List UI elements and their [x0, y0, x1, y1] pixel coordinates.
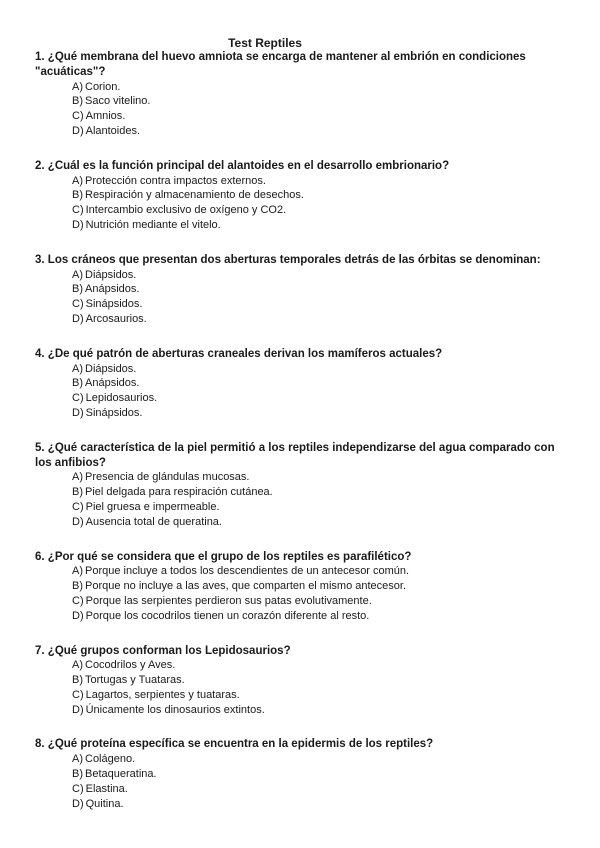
option-text: Sinápsidos. — [85, 406, 143, 419]
answer-option — [72, 362, 560, 377]
option-letter: C) — [72, 110, 84, 123]
option-text: Porque no incluye a las aves, que comparten el mismo antecesor. — [85, 580, 407, 593]
option-letter: C) — [72, 594, 84, 607]
option-letter: A) — [72, 174, 83, 187]
option-text: Porque las serpientes perdieron sus patas evolutivamente. — [85, 594, 372, 607]
option-text: Anápsidos. — [85, 283, 140, 296]
question-prompt: ¿Qué grupos conforman los Lepidosaurios? — [47, 644, 291, 657]
option-letter: B) — [72, 377, 83, 390]
question-prompt: ¿Por qué se considera que el grupo de los reptiles es parafilético? — [47, 550, 412, 563]
answer-option — [72, 203, 560, 218]
answer-option — [72, 297, 560, 312]
option-text: Anápsidos. — [85, 377, 140, 390]
question-text — [35, 347, 560, 362]
answer-options — [35, 564, 560, 623]
question-number: 2. — [35, 159, 45, 172]
answer-option — [72, 688, 560, 703]
question-number: 4. — [35, 347, 45, 360]
question-block — [35, 50, 560, 139]
answer-options — [35, 268, 560, 327]
answer-option — [72, 579, 560, 594]
answer-option — [72, 282, 560, 297]
answer-option — [72, 797, 560, 812]
answer-option — [72, 594, 560, 609]
question-list — [35, 50, 560, 831]
question-number: 8. — [35, 738, 45, 751]
question-block — [35, 441, 560, 530]
option-text: Colágeno. — [85, 753, 136, 766]
answer-option — [72, 312, 560, 327]
answer-option — [72, 470, 560, 485]
answer-option — [72, 109, 560, 124]
question-number: 3. — [35, 253, 45, 266]
answer-option — [72, 485, 560, 500]
answer-options — [35, 470, 560, 529]
question-prompt: ¿Cuál es la función principal del alantoides en el desarrollo embrionario? — [47, 159, 450, 172]
answer-options — [35, 658, 560, 717]
answer-option — [72, 174, 560, 189]
option-text: Quitina. — [85, 797, 124, 810]
option-text: Presencia de glándulas mucosas. — [85, 471, 250, 484]
option-text: Cocodrilos y Aves. — [85, 659, 176, 672]
option-letter: C) — [72, 782, 84, 795]
option-letter: B) — [72, 189, 83, 202]
option-letter: D) — [72, 609, 84, 622]
option-letter: B) — [72, 580, 83, 593]
option-text: Diápsidos. — [85, 362, 137, 375]
question-number: 6. — [35, 550, 45, 563]
answer-option — [72, 673, 560, 688]
answer-option — [72, 376, 560, 391]
option-letter: A) — [72, 659, 83, 672]
question-block — [35, 347, 560, 421]
option-text: Diápsidos. — [85, 268, 137, 281]
option-letter: B) — [72, 95, 83, 108]
option-letter: D) — [72, 797, 84, 810]
question-text — [35, 159, 560, 174]
answer-option — [72, 94, 560, 109]
question-text — [35, 441, 560, 471]
option-text: Lepidosaurios. — [85, 392, 158, 405]
question-block — [35, 550, 560, 624]
option-letter: B) — [72, 674, 83, 687]
question-number: 7. — [35, 644, 45, 657]
option-letter: A) — [72, 471, 83, 484]
question-prompt: ¿Qué proteína específica se encuentra en la epidermis de los reptiles? — [47, 738, 434, 751]
option-text: Únicamente los dinosaurios extintos. — [85, 703, 265, 716]
option-letter: B) — [72, 768, 83, 781]
option-letter: C) — [72, 204, 84, 217]
answer-option — [72, 609, 560, 624]
question-text — [35, 50, 560, 80]
option-letter: D) — [72, 312, 84, 325]
answer-option — [72, 188, 560, 203]
answer-option — [72, 515, 560, 530]
answer-option — [72, 268, 560, 283]
option-letter: B) — [72, 283, 83, 296]
answer-option — [72, 406, 560, 421]
option-letter: A) — [72, 362, 83, 375]
question-text — [35, 550, 560, 565]
option-text: Saco vitelino. — [85, 95, 151, 108]
option-text: Sinápsidos. — [85, 298, 143, 311]
answer-options — [35, 174, 560, 233]
option-text: Respiración y almacenamiento de desechos. — [85, 189, 304, 202]
option-text: Porque los cocodrilos tienen un corazón diferente al resto. — [85, 609, 370, 622]
question-text — [35, 644, 560, 659]
question-text — [35, 253, 560, 268]
option-letter: C) — [72, 688, 84, 701]
answer-option — [72, 391, 560, 406]
question-block — [35, 253, 560, 327]
answer-option — [72, 658, 560, 673]
answer-option — [72, 124, 560, 139]
question-text — [35, 737, 560, 752]
option-letter: A) — [72, 80, 83, 93]
question-number: 1. — [35, 51, 45, 63]
answer-option — [72, 564, 560, 579]
option-text: Betaqueratina. — [85, 768, 157, 781]
question-block — [35, 159, 560, 233]
option-text: Lagartos, serpientes y tuataras. — [85, 688, 240, 701]
answer-option — [72, 782, 560, 797]
option-letter: C) — [72, 298, 84, 311]
option-letter: C) — [72, 500, 84, 513]
question-number: 5. — [35, 441, 45, 454]
option-letter: D) — [72, 406, 84, 419]
answer-option — [72, 752, 560, 767]
option-text: Protección contra impactos externos. — [85, 174, 266, 187]
answer-options — [35, 80, 560, 139]
question-prompt: ¿Qué característica de la piel permitió a los reptiles independizarse del agua comparado con los anfibios? — [35, 441, 555, 469]
option-letter: C) — [72, 392, 84, 405]
option-letter: D) — [72, 703, 84, 716]
option-text: Porque incluye a todos los descendientes de un antecesor común. — [85, 565, 410, 578]
option-text: Ausencia total de queratina. — [85, 515, 222, 528]
answer-options — [35, 752, 560, 811]
option-letter: D) — [72, 218, 84, 231]
answer-option — [72, 500, 560, 515]
question-prompt: ¿De qué patrón de aberturas craneales derivan los mamíferos actuales? — [47, 347, 443, 360]
option-text: Amnios. — [85, 110, 126, 123]
question-prompt: Los cráneos que presentan dos aberturas temporales detrás de las órbitas se denominan: — [47, 253, 541, 266]
answer-option — [72, 767, 560, 782]
option-letter: A) — [72, 753, 83, 766]
option-letter: A) — [72, 565, 83, 578]
option-letter: A) — [72, 268, 83, 281]
answer-options — [35, 362, 560, 421]
option-text: Piel delgada para respiración cutánea. — [85, 486, 273, 499]
option-text: Arcosaurios. — [85, 312, 147, 325]
option-text: Tortugas y Tuataras. — [85, 674, 185, 687]
option-text: Piel gruesa e impermeable. — [85, 500, 220, 513]
answer-option — [72, 218, 560, 233]
option-text: Corion. — [85, 80, 121, 93]
option-letter: B) — [72, 486, 83, 499]
answer-option — [72, 703, 560, 718]
option-letter: D) — [72, 124, 84, 137]
option-text: Intercambio exclusivo de oxígeno y CO2. — [85, 204, 287, 217]
option-text: Nutrición mediante el vitelo. — [85, 218, 221, 231]
question-prompt: ¿Qué membrana del huevo amniota se encarga de mantener al embrión en condiciones "acuáticas"? — [35, 51, 526, 78]
answer-option — [72, 80, 560, 95]
option-letter: D) — [72, 515, 84, 528]
page-title: Test Reptiles — [228, 36, 302, 50]
option-text: Elastina. — [85, 782, 128, 795]
question-block — [35, 644, 560, 718]
option-text: Alantoides. — [85, 124, 141, 137]
question-block — [35, 737, 560, 811]
